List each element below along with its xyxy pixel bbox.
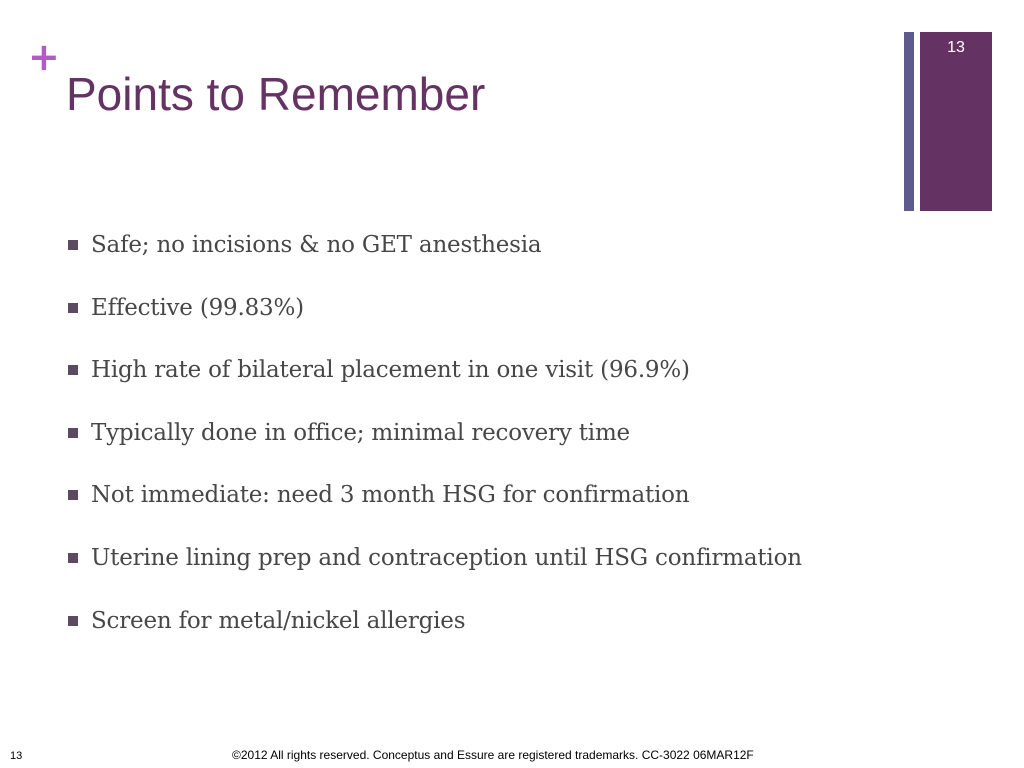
list-item — [68, 223, 802, 286]
footer-copyright: ©2012 All rights reserved. Conceptus and Essure are registered trademarks. CC-3022 06MAR12F — [232, 748, 754, 762]
square-bullet-icon — [68, 553, 78, 563]
square-bullet-icon — [68, 428, 78, 438]
square-bullet-icon — [68, 365, 78, 375]
bullet-text: High rate of bilateral placement in one visit (96.9%) — [91, 357, 690, 384]
square-bullet-icon — [68, 490, 78, 500]
bullet-list — [68, 223, 802, 661]
bullet-text: Uterine lining prep and contraception until HSG confirmation — [91, 544, 802, 571]
footer-page-number: 13 — [10, 750, 23, 762]
bullet-text: Not immediate: need 3 month HSG for confirmation — [91, 482, 690, 509]
accent-bar-thin — [904, 32, 914, 211]
list-item — [68, 473, 802, 536]
bullet-text: Safe; no incisions & no GET anesthesia — [91, 232, 542, 258]
square-bullet-icon — [68, 240, 78, 250]
bullet-text: Typically done in office; minimal recovery time — [91, 419, 630, 446]
list-item — [68, 599, 802, 662]
plus-icon: + — [28, 35, 60, 79]
square-bullet-icon — [68, 303, 78, 313]
slide-title: Points to Remember — [66, 68, 486, 120]
list-item — [68, 536, 802, 599]
slide-number-badge: 13 — [947, 39, 965, 56]
list-item — [68, 348, 802, 411]
list-item — [68, 286, 802, 349]
bullet-text: Effective (99.83%) — [91, 294, 304, 321]
accent-bar-thick — [920, 32, 992, 211]
list-item — [68, 411, 802, 474]
square-bullet-icon — [68, 616, 78, 626]
bullet-text: Screen for metal/nickel allergies — [91, 607, 466, 634]
